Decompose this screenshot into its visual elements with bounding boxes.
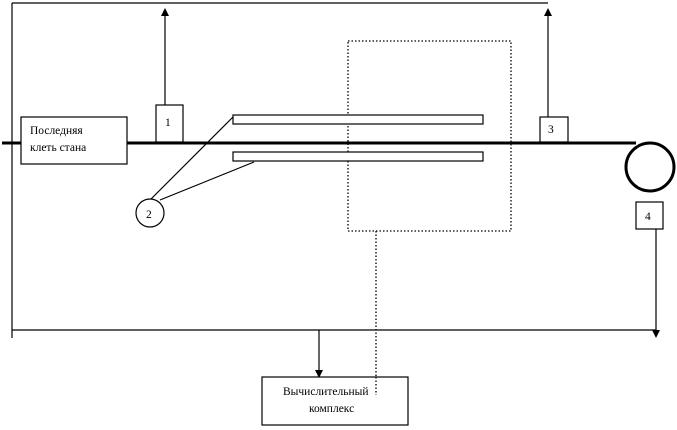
- upper-plate: [233, 115, 483, 124]
- leader-line-lower: [160, 162, 254, 200]
- coiler-circle: [626, 143, 674, 191]
- stand-label-line2: клеть стана: [30, 142, 87, 154]
- computer-label-line2: комплекс: [309, 403, 355, 415]
- measurement-zone-dotted: [348, 41, 511, 231]
- sensor3-box: [540, 117, 568, 142]
- sensor3-label: 3: [548, 124, 554, 136]
- computer-label-line1: Вычислительный: [283, 386, 369, 398]
- sensor2-label: 2: [146, 209, 152, 221]
- lower-plate: [233, 152, 483, 161]
- computing-complex-box: [262, 377, 408, 425]
- sensor1-label: 1: [165, 117, 171, 129]
- stand-label-line1: Последняя: [30, 125, 83, 137]
- sensor4-label: 4: [645, 211, 651, 223]
